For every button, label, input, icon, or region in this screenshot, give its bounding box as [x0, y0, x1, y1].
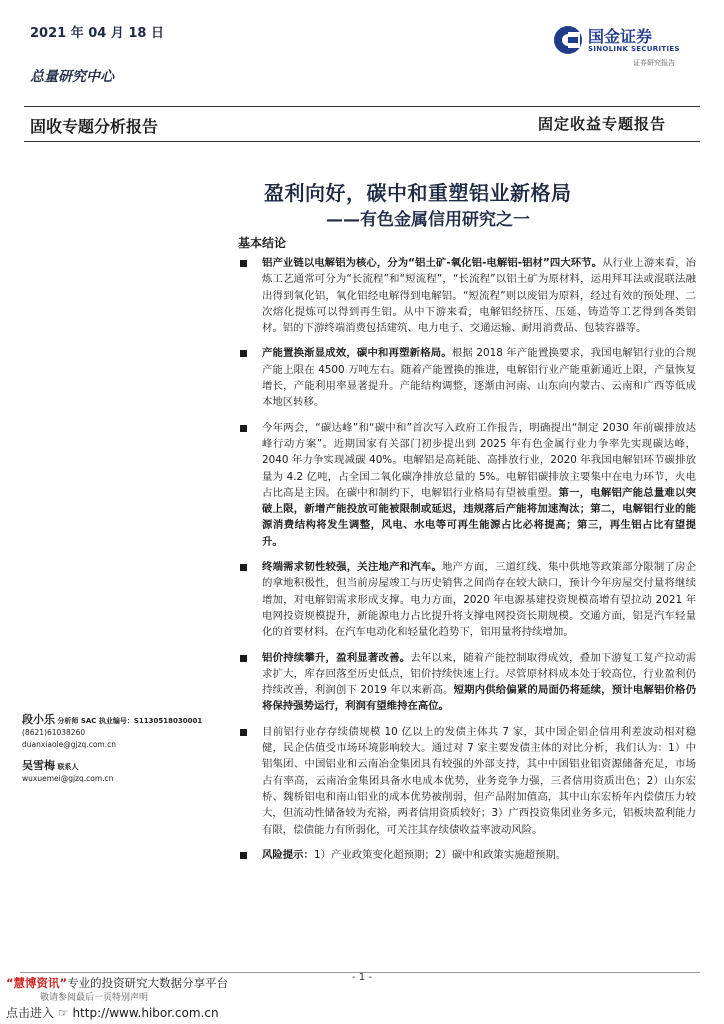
analyst-role: 分析师 SAC 执业编号：S1130518030001: [57, 717, 203, 725]
bullet-square-icon: [240, 655, 247, 662]
sinolink-logo-icon: [552, 24, 584, 56]
bullet-emphasis: 短期内供给偏紧的局面仍将延续，预计电解铝价格仍将保持强势运行，利润有望维持在高位。: [262, 684, 696, 713]
list-item: [238, 255, 696, 336]
report-type: 固收专题分析报告: [30, 117, 159, 136]
report-date: 2021 年 04 月 18 日: [30, 26, 164, 41]
bullet-square-icon: [240, 350, 247, 357]
bullet-body: 1）产业政策变化超预期；2）碳中和政策实施超预期。: [313, 848, 567, 861]
bullet-body: 目前铝行业存存续债规模 10 亿以上的发债主体共 7 家，其中国企铝企信用利差波动相对稳健，民企估值受市场环境影响较大。通过对 7 家主要发债主体的对比分析，我们认为：1）中铝集团、中国铝业和云南冶金集团具有较强的外部支持，其中中国铝业铝资源储备充足，市场占有率高，云南冶金集团具备水电成本优势，业务竞争力强，三者信用资质出色；2）山东宏桥、魏桥铝电和南山铝业的成本优势被削弱，但产品附加值高，其中山东宏桥年内偿债压力较大，但流动性储备较为充裕，两者信用资质较好；3）广西投资集团业务多元，铝板块盈利能力有限，偿债能力有所弱化，可关注其存续债收益率波动风险。: [262, 725, 696, 836]
pointer-hand-icon: ☞: [57, 1006, 69, 1020]
bullet-square-icon: [240, 729, 247, 736]
bullet-lead: 铝价持续攀升，盈利显著改善。: [262, 651, 411, 664]
footer-brand: [6, 975, 228, 991]
bullet-lead: 铝产业链以电解铝为核心，分为“铝土矿-氧化铝-电解铝-铝材”四大环节。: [262, 257, 603, 269]
bullet-lead: 终端需求韧性较强，关注地产和汽车。: [262, 561, 443, 574]
analyst-email[interactable]: wuxuemei@gjzq.com.cn: [22, 774, 114, 783]
list-item: [238, 650, 696, 715]
list-item: [238, 345, 696, 410]
analyst-phone: (8621)61038260: [22, 728, 86, 737]
page-number: - 1 -: [352, 972, 372, 983]
report-title: 盈利向好，碳中和重塑铝业新格局: [264, 181, 572, 205]
conclusion-list: [238, 255, 696, 872]
bullet-lead: 产能置换渐显成效，碳中和再塑新格局。: [262, 347, 452, 360]
analyst-name: 吴雪梅: [22, 759, 55, 772]
list-item: [238, 420, 696, 550]
footer-link[interactable]: [6, 1004, 219, 1021]
bullet-body: 去年以来，随着产能控制取得成效，叠加下游复工复产拉动需求扩大，库存回落至历史低点，铝价持续快速上行。尽管原材料成本处于较高位，行业盈利仍持续改善，利润创下 2019 年以来新高。: [262, 651, 696, 697]
list-item: [238, 559, 696, 640]
footer-link-label: 点击进入: [6, 1006, 55, 1020]
bullet-square-icon: [240, 564, 247, 571]
bullet-emphasis: 第一，电解铝产能总量难以突破上限，新增产能投放可能被限制或延迟，违规落后产能将加速淘汰；第二，电解铝行业的能源消费结构将发生调整，风电、水电等可再生能源占比必将提高；第三，再生铝占比有望提升。: [262, 486, 697, 548]
bullet-lead: 风险提示：: [262, 848, 314, 861]
department-name: 总量研究中心: [30, 69, 114, 85]
bullet-body: 从行业上游来看，冶炼工艺通常可分为“长流程”和“短流程”，“长流程”以铝土矿为原材料，运用拜耳法或混联法融出得到氧化铝，氧化铝经电解得到电解铝。“短流程”则以废铝为原料，经过有效的预处理、二次熔化提炼可以得到再生铝。从中下游来看，电解铝经挤压、压延、铸造等工艺得到各类铝材。铝的下游终端消费包括建筑、电力电子、交通运输、耐用消费品、包装容器等。: [262, 257, 697, 335]
bullet-body: 今年两会，“碳达峰”和“碳中和”首次写入政府工作报告，明确提出“制定 2030 年前碳排放达峰行动方案”。近期国家有关部门初步提出到 2025 年有色金属行业力争率先实现碳达峰，2040 年力争实现减碳 40%。电解铝是高耗能、高排放行业，2020 年我国电解铝环节碳排放量为 4.2 亿吨，占全国二氧化碳净排放总量的 5%。电解铝碳排放主要集中在电力环节，火电占比高是主因。在碳中和制约下，电解铝行业格局有望被重塑。: [262, 421, 696, 499]
report-category: 固定收益专题报告: [538, 115, 667, 133]
analyst-card: [22, 714, 232, 751]
analyst-card: [22, 760, 232, 785]
footer-link-url[interactable]: http://www.hibor.com.cn: [72, 1006, 219, 1020]
header-bottom-rule: [24, 141, 700, 142]
bullet-body: 根据 2018 年产能置换要求，我国电解铝行业的合规产能上限在 4500 万吨左右。随着产能置换的推进，电解铝行业产能重新通近上限，产量恢复增长，产能利用率显著提升。产能结构调整，逐渐由河南、山东向内蒙古、云南和广西等低成本地区转移。: [262, 347, 696, 409]
bullet-square-icon: [240, 425, 247, 432]
list-item: [238, 847, 696, 863]
bullet-body: 地产方面，三道红线、集中供地等政策部分限制了房企的拿地积极性，但当前房屋竣工与历史销售之间尚存在较大缺口，预计今年房屋交付量将继续增加，对电解铝需求形成支撑。电力方面，2020 年电源基建投资规模高增有望拉动 2021 年电网投资规模提升，新能源电力占比提升将支撑电网投资长期规模。交通方面，铝是汽车轻量化的首要材料。在汽车电动化和轻量化趋势下，铝用量将持续增加。: [262, 561, 697, 639]
analyst-email[interactable]: duanxiaole@gjzq.com.cn: [22, 740, 116, 749]
brand-name-en: SINOLINK SECURITIES: [588, 45, 680, 53]
list-item: [238, 724, 696, 838]
disclaimer-note: 敬请参阅最后一页特别声明: [40, 993, 149, 1003]
section-heading: 基本结论: [238, 236, 287, 250]
footer-brand-name: “慧博资讯”: [6, 976, 68, 990]
bullet-square-icon: [240, 260, 247, 267]
report-subtitle: ——有色金属信用研究之一: [326, 210, 530, 230]
header-top-rule: [24, 106, 700, 107]
bullet-square-icon: [240, 852, 247, 859]
brand-subtitle: 证券研究报告: [633, 59, 675, 67]
analyst-name: 段小乐: [22, 713, 55, 726]
brand-name: 国金证券: [588, 27, 653, 46]
footer-brand-text: 专业的投资研究大数据分享平台: [67, 976, 229, 990]
analyst-role: 联系人: [57, 763, 79, 771]
